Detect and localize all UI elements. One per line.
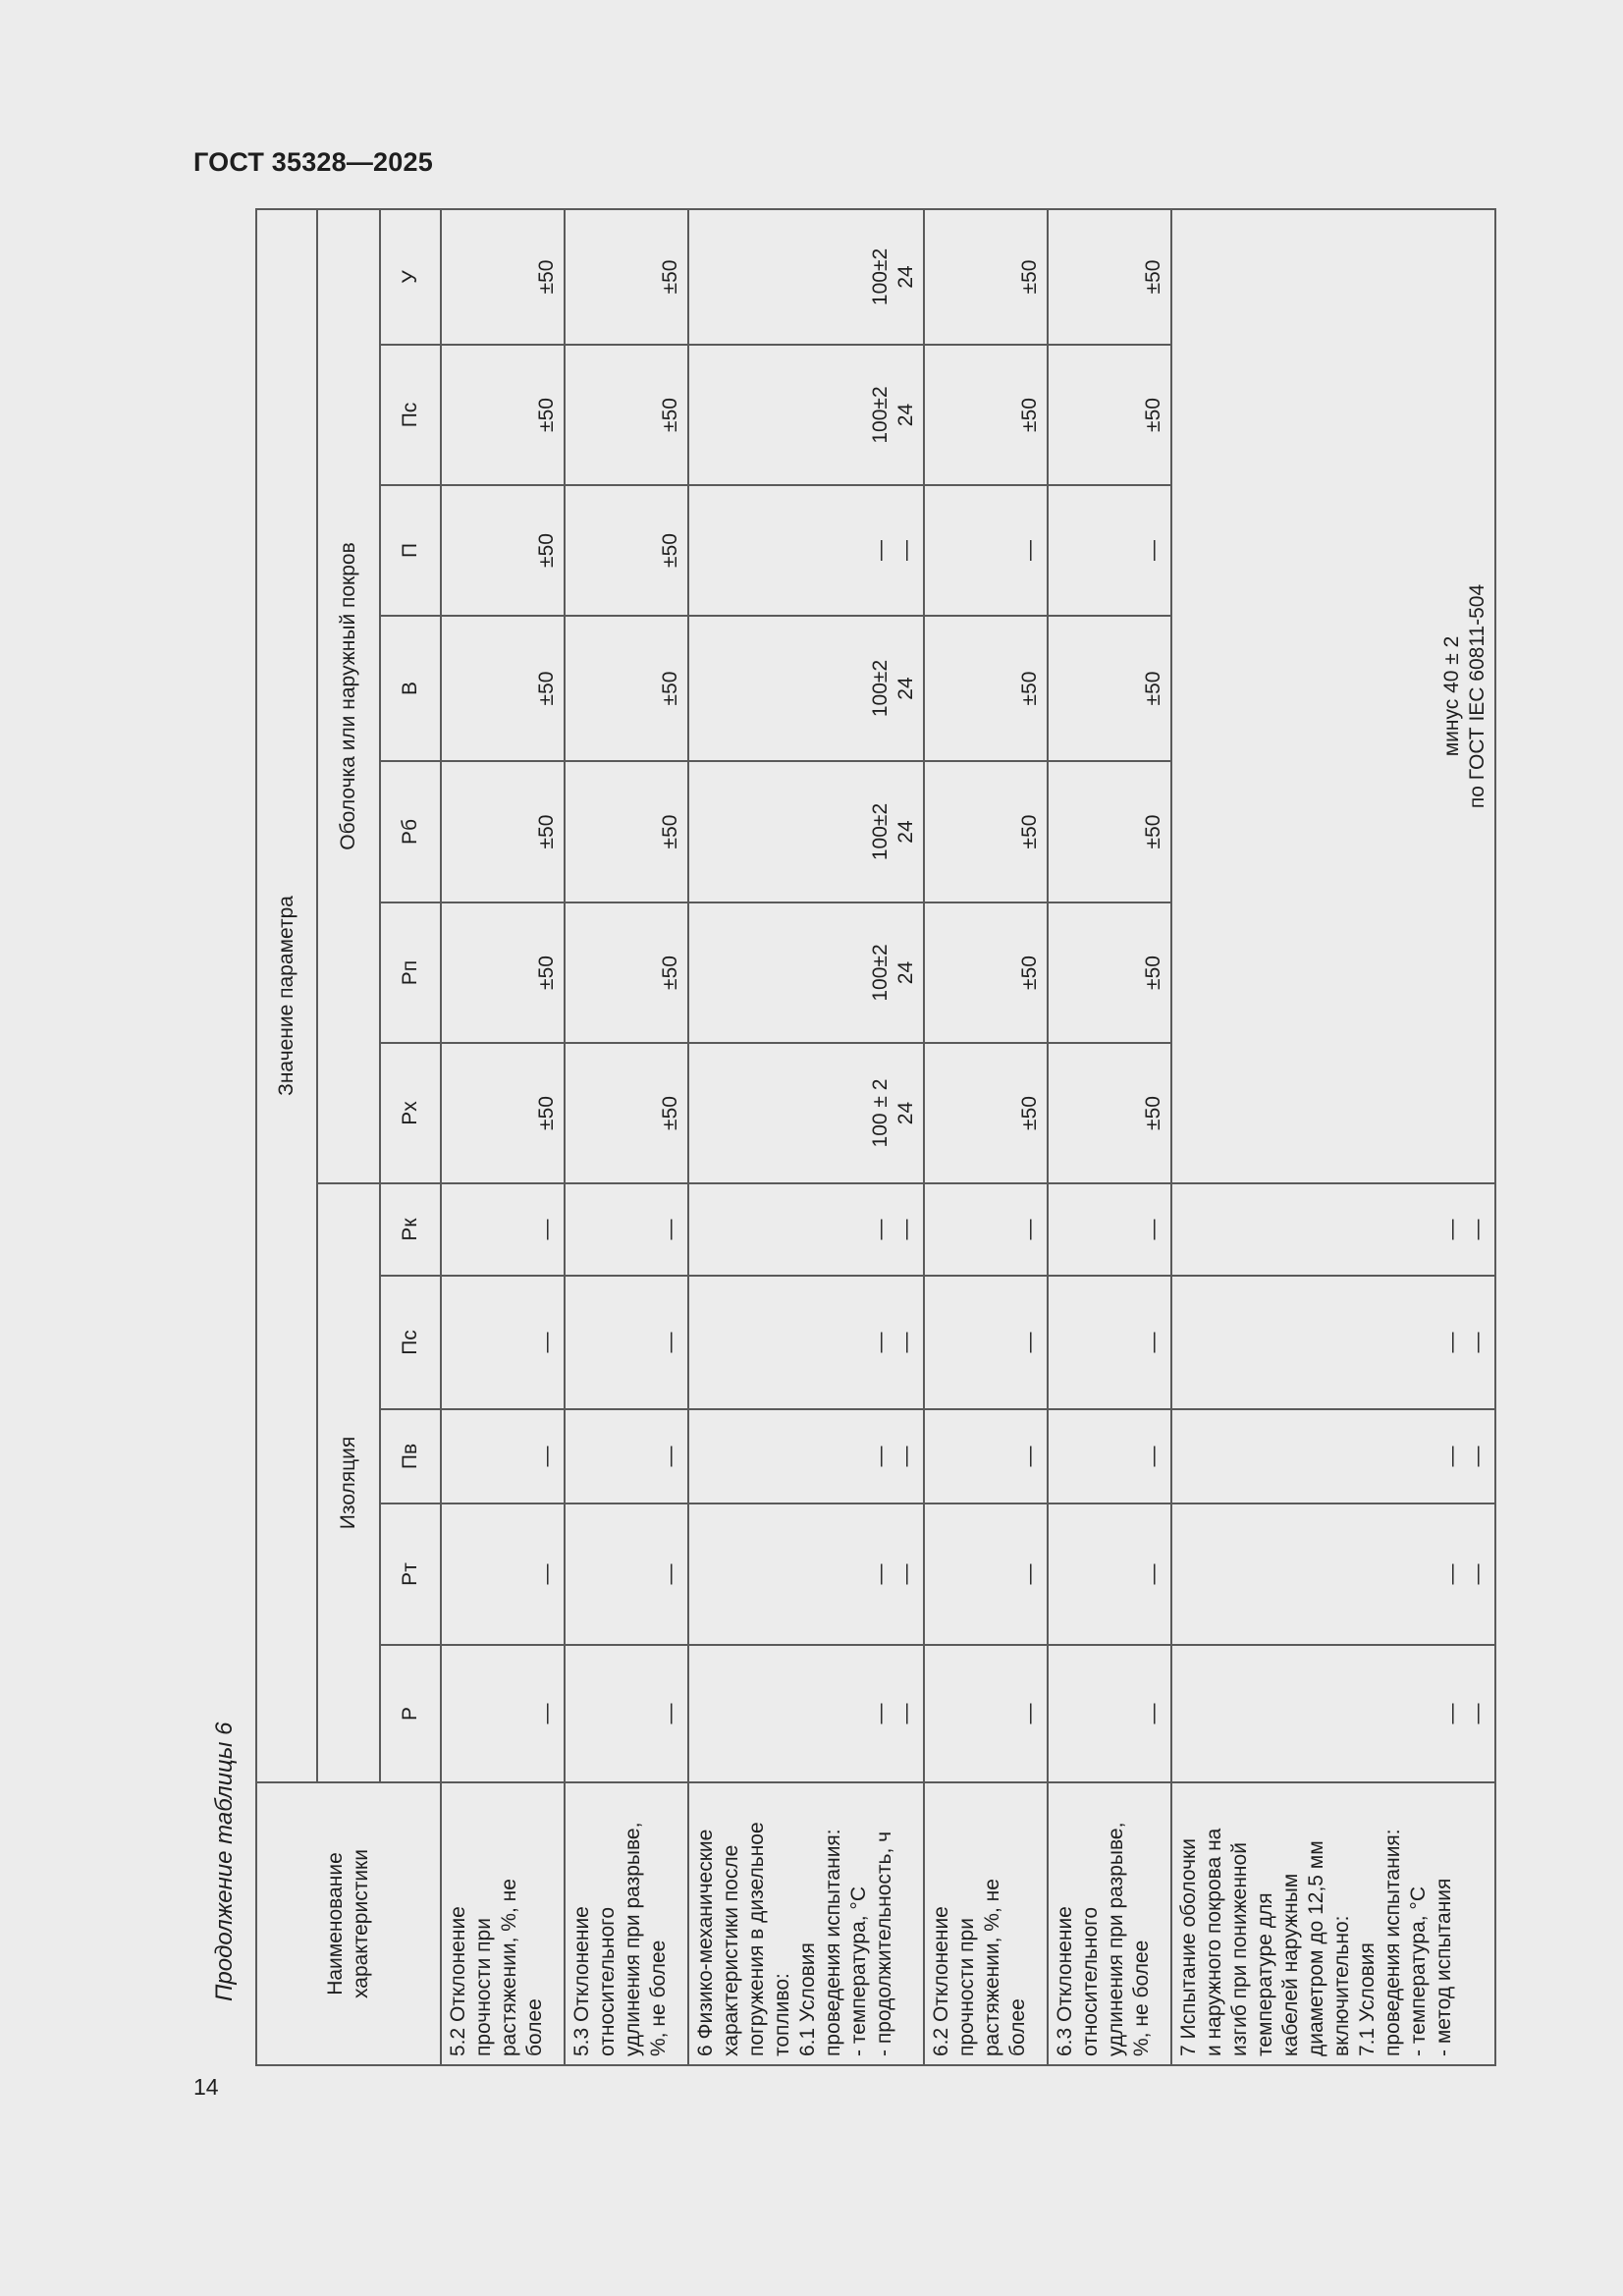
value-cell [441,345,565,485]
characteristic-name-line: растяжении, %, не [498,1879,521,2056]
value-line: ±50 [658,259,681,295]
value-line: ±50 [1017,956,1041,990]
characteristic-name-line: и наружного покрова на [1203,1828,1226,2056]
value-line: ±50 [534,533,558,568]
value-cell [1048,1183,1171,1276]
characteristic-name-line: %, не более [647,1940,671,2056]
rotated-table-container [255,210,1492,2066]
value-cell [924,1183,1048,1276]
value-cell [1048,485,1171,616]
table-row [441,209,565,2065]
characteristic-name-line: относительного [596,1906,620,2056]
value-line: — [1017,1219,1041,1240]
value-line: — [893,1563,917,1585]
characteristic-name-line: - температура, °С [1407,1886,1431,2056]
characteristic-name-line: характеристики после [720,1844,743,2056]
value-cell [441,1409,565,1503]
value-cell [688,1043,924,1183]
value-cell [565,761,688,902]
merged-value-line: минус 40 ± 2 [1439,635,1463,757]
value-cell [924,902,1048,1043]
value-cell [441,1183,565,1276]
sheath-merged-cell [1171,209,1495,1183]
value-line: ±50 [658,1096,681,1130]
value-cell [688,1276,924,1409]
value-cell [924,1409,1048,1503]
header-sheath: Оболочка или наружный покров [317,209,380,1183]
value-cell [441,761,565,902]
value-line: ±50 [534,814,558,849]
value-cell [1048,209,1171,345]
value-cell [688,1183,924,1276]
value-line: ±50 [1017,398,1041,432]
value-line: — [658,1332,681,1353]
value-cell [924,1503,1048,1645]
column-header: Рп [380,902,441,1043]
value-line: — [868,1219,892,1240]
value-line: — [534,1563,558,1585]
characteristic-name-cell [924,1782,1048,2065]
value-line: 24 [893,403,917,427]
characteristic-name-line: 6.1 Условия [796,1942,820,2056]
value-line: — [1017,1446,1041,1467]
value-line: ±50 [534,671,558,706]
value-line: — [1017,1563,1041,1585]
value-cell [565,1043,688,1183]
table-row [924,209,1048,2065]
characteristic-name-line: %, не более [1130,1940,1154,2056]
value-cell [688,902,924,1043]
value-cell [441,1043,565,1183]
value-line: — [1141,1563,1164,1585]
value-line: ±50 [1141,259,1164,295]
value-line: — [658,1219,681,1240]
value-cell [688,616,924,761]
value-line: 100 ± 2 [868,1078,892,1148]
characteristic-name-cell [565,1782,688,2065]
value-cell [688,1645,924,1782]
value-line: 100±2 [868,386,892,444]
header-characteristic-name: Наименование характеристики [256,1782,441,2065]
value-cell [565,209,688,345]
value-line: — [893,1703,917,1724]
value-line: 24 [893,820,917,844]
column-header: П [380,485,441,616]
value-line: — [1017,1332,1041,1353]
value-line: — [1439,1332,1463,1353]
value-line: ±50 [658,956,681,990]
characteristic-name-line: диаметром до 12,5 мм [1305,1840,1328,2056]
value-line: — [1465,1703,1488,1724]
value-cell [924,209,1048,345]
characteristic-name-line: кабелей наружным [1279,1873,1303,2056]
value-line: — [534,1703,558,1724]
value-line: — [868,1703,892,1724]
characteristic-name-line: - температура, °С [847,1886,871,2056]
column-header: Пс [380,345,441,485]
characteristic-name-line: прочности при [955,1918,979,2056]
characteristic-name-line: - продолжительность, ч [873,1831,896,2056]
characteristic-name-line: растяжении, %, не [981,1879,1004,2056]
value-cell [688,1409,924,1503]
value-cell [565,1276,688,1409]
value-line: ±50 [658,533,681,568]
value-cell [565,1409,688,1503]
value-line: — [868,1332,892,1353]
value-line: ±50 [1017,814,1041,849]
characteristic-name-line: включительно: [1330,1915,1354,2056]
characteristic-name-line: проведения испытания: [822,1829,845,2056]
value-line: — [1465,1563,1488,1585]
value-cell [565,345,688,485]
characteristic-name-line: температуре для [1254,1892,1277,2056]
value-line: — [1439,1563,1463,1585]
characteristic-name-line: прочности при [472,1918,496,2056]
value-line: — [1439,1219,1463,1240]
value-line: — [868,540,892,561]
column-header: В [380,616,441,761]
value-cell [565,485,688,616]
value-cell [1171,1276,1495,1409]
column-header: Рк [380,1183,441,1276]
characteristic-name-line: 6 Физико-механические [694,1829,717,2056]
value-cell [1171,1409,1495,1503]
value-cell [1048,1645,1171,1782]
column-header: Р [380,1645,441,1782]
value-cell [441,209,565,345]
value-line: — [1465,1219,1488,1240]
value-cell [688,209,924,345]
value-line: ±50 [1017,1096,1041,1130]
table-row [1048,209,1171,2065]
value-line: — [893,1446,917,1467]
column-header: Рх [380,1043,441,1183]
header-insulation: Изоляция [317,1183,380,1782]
value-cell [441,902,565,1043]
characteristic-name-cell [688,1782,924,2065]
characteristic-name-line: 7.1 Условия [1356,1942,1380,2056]
value-line: — [893,1219,917,1240]
value-cell [924,616,1048,761]
column-header: Рб [380,761,441,902]
characteristic-name-line: 5.3 Отклонение [570,1906,593,2056]
value-cell [441,616,565,761]
value-line: ±50 [658,671,681,706]
characteristic-name-line: изгиб при пониженной [1228,1842,1252,2056]
value-line: — [893,1332,917,1353]
value-cell [1048,1043,1171,1183]
value-cell [1048,1276,1171,1409]
characteristic-name-cell [441,1782,565,2065]
value-line: — [1017,1703,1041,1724]
value-cell [1048,761,1171,902]
value-line: 24 [893,960,917,985]
column-header: Рт [380,1503,441,1645]
value-line: — [1141,1332,1164,1353]
value-line: 24 [893,265,917,289]
value-line: ±50 [534,398,558,432]
value-line: — [893,540,917,561]
value-cell [1048,902,1171,1043]
value-cell [1171,1645,1495,1782]
value-cell [688,1503,924,1645]
table-body [441,209,1495,2065]
value-line: 100±2 [868,944,892,1002]
value-cell [441,1503,565,1645]
value-cell [1048,1503,1171,1645]
value-cell [924,761,1048,902]
value-line: — [1141,1219,1164,1240]
value-cell [441,1645,565,1782]
value-line: — [1439,1703,1463,1724]
value-line: ±50 [1141,671,1164,706]
value-line: — [534,1446,558,1467]
value-line: ±50 [1141,814,1164,849]
header-parameter-value: Значение параметра [256,209,317,1782]
value-line: — [1141,1703,1164,1724]
value-line: — [658,1703,681,1724]
value-line: 100±2 [868,247,892,306]
value-cell [924,1645,1048,1782]
value-cell [1171,1183,1495,1276]
characteristic-name-line: относительного [1079,1906,1103,2056]
column-header: Пв [380,1409,441,1503]
value-line: ±50 [534,259,558,295]
value-line: 24 [893,677,917,700]
value-line: — [868,1563,892,1585]
document-title: ГОСТ 35328—2025 [193,147,433,177]
value-cell [565,616,688,761]
value-line: ±50 [658,814,681,849]
merged-value-line: по ГОСТ IEC 60811-504 [1465,583,1488,809]
characteristic-name-line: удлинения при разрыве, [622,1822,645,2056]
value-cell [565,1645,688,1782]
characteristic-name-line: 7 Испытание оболочки [1177,1838,1200,2056]
value-cell [1048,345,1171,485]
value-line: — [534,1332,558,1353]
value-line: — [1439,1446,1463,1467]
table-row [1171,209,1495,2065]
value-line: — [1465,1332,1488,1353]
page-number: 14 [193,2074,219,2100]
characteristic-name-line: 6.2 Отклонение [930,1906,952,2056]
value-line: — [1017,540,1041,561]
value-cell [924,1043,1048,1183]
value-cell [565,902,688,1043]
characteristic-name-line: топливо: [771,1973,794,2056]
column-header: У [380,209,441,345]
value-line: 24 [893,1101,917,1125]
value-cell [688,761,924,902]
value-cell [441,485,565,616]
characteristic-name-line: более [523,1998,547,2056]
characteristic-name-line: - метод испытания [1433,1878,1456,2056]
value-line: — [1141,540,1164,561]
value-line: ±50 [1141,398,1164,432]
value-line: — [534,1219,558,1240]
value-cell [441,1276,565,1409]
column-header: Пс [380,1276,441,1409]
value-cell [1048,616,1171,761]
value-line: — [658,1446,681,1467]
table-row [688,209,924,2065]
value-line: ±50 [534,956,558,990]
value-cell [924,485,1048,616]
value-line: — [1465,1446,1488,1467]
value-cell [688,345,924,485]
characteristic-name-line: более [1006,1998,1030,2056]
table-row [565,209,688,2065]
value-cell [565,1183,688,1276]
value-line: — [1141,1446,1164,1467]
value-line: — [658,1563,681,1585]
value-cell [1048,1409,1171,1503]
value-cell [688,485,924,616]
characteristic-name-line: удлинения при разрыве, [1105,1822,1128,2056]
characteristic-name-line: погружения в дизельное [745,1822,769,2056]
value-cell [924,1276,1048,1409]
value-line: 100±2 [868,659,892,718]
value-line: ±50 [1017,671,1041,706]
characteristic-name-cell [1048,1782,1171,2065]
value-cell [1171,1503,1495,1645]
value-line: — [868,1446,892,1467]
value-line: ±50 [658,398,681,432]
value-line: ±50 [1141,956,1164,990]
characteristic-name-line: проведения испытания: [1381,1829,1405,2056]
characteristics-table [255,208,1496,2066]
characteristic-name-cell [1171,1782,1495,2065]
value-cell [565,1503,688,1645]
characteristic-name-line: 6.3 Отклонение [1054,1906,1076,2056]
value-line: 100±2 [868,802,892,861]
value-cell [924,345,1048,485]
table-caption: Продолжение таблицы 6 [211,1722,238,2001]
value-line: ±50 [534,1096,558,1130]
value-line: ±50 [1017,259,1041,295]
characteristic-name-line: 5.2 Отклонение [447,1906,469,2056]
value-line: ±50 [1141,1096,1164,1130]
